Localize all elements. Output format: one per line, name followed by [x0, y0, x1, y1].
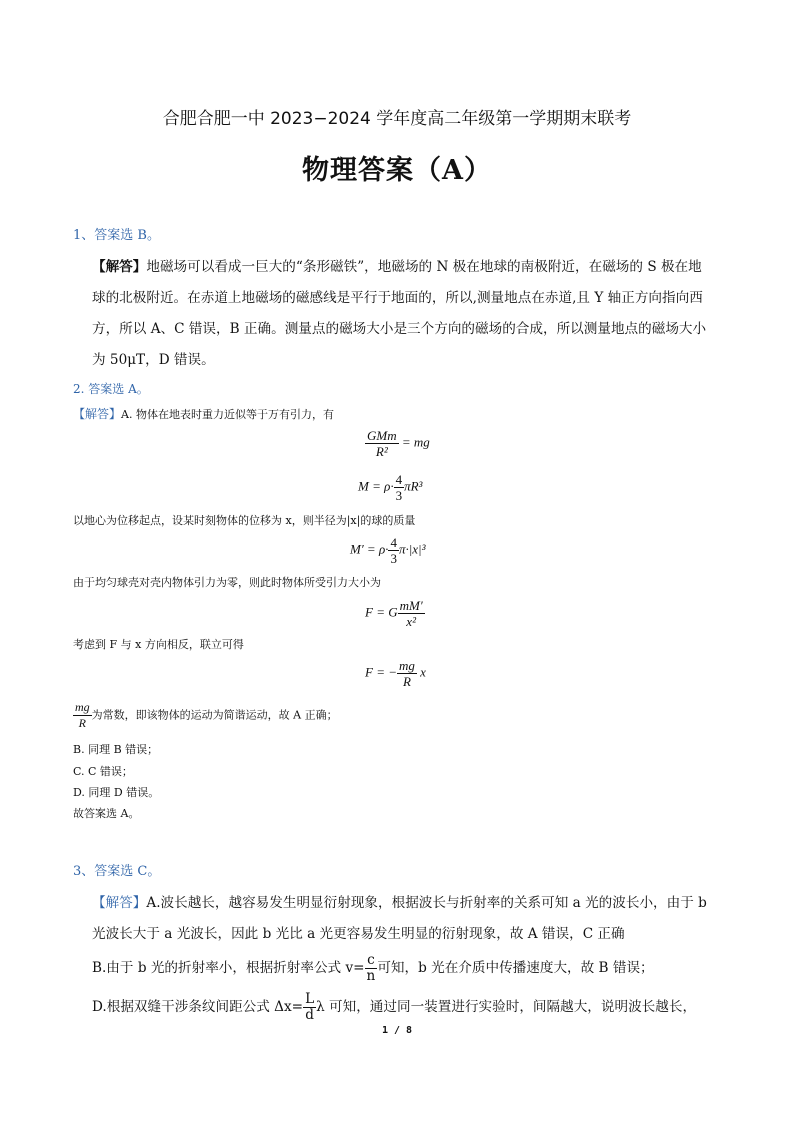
q3-answer-heading: 3、答案选 C。 [73, 864, 161, 879]
eq5-denominator: R [402, 674, 411, 689]
page-number: 1 / 8 [381, 1025, 413, 1036]
q2-line-e: B. 同理 B 错误； [73, 743, 159, 756]
eq1-rhs: = mg [401, 434, 430, 450]
q2-line-g: D. 同理 D 错误。 [73, 786, 160, 799]
q2-line-d [73, 700, 338, 731]
q2-intro [73, 405, 334, 422]
q2-answer-heading: 2. 答案选 A。 [73, 382, 149, 396]
eq3-denominator: 3 [390, 551, 397, 566]
equation-gravity-mg [365, 428, 430, 459]
const-numerator: mg [75, 700, 90, 714]
eq2-rhs: πR³ [404, 478, 423, 494]
q2-line-c: 考虑到 F 与 x 方向相反，联立可得 [73, 638, 244, 651]
refraction-denominator: n [366, 968, 376, 984]
eq5-rhs: x [420, 664, 426, 680]
document-subtitle: 物理答案（A） [302, 155, 492, 186]
q1-line-4: 为 50μT，D 错误。 [92, 352, 215, 368]
equation-earth-mass [358, 472, 422, 503]
q1-line-3: 方，所以 A、C 错误，B 正确。测量点的磁场大小是三个方向的磁场的合成，所以测量地点的磁场大小 [92, 321, 707, 337]
eq4-denominator: x² [406, 614, 416, 629]
q2-line-a: 以地心为位移起点，设某时刻物体的位移为 x，则半径为|x|的球的质量 [73, 514, 416, 527]
eq3-rhs: π·|x|³ [398, 541, 426, 557]
equation-inner-mass [350, 535, 426, 566]
q2-line-h: 故答案选 A。 [73, 807, 140, 820]
q3-line-3-pre: B.由于 b 光的折射率小，根据折射率公式 v= [92, 960, 365, 976]
const-denominator: R [78, 716, 86, 730]
q2-intro-text: A. 物体在地表时重力近似等于万有引力，有 [121, 408, 334, 421]
q1-line-1-text: 地磁场可以看成一巨大的“条形磁铁”，地磁场的 N 极在地球的南极附近，在磁场的 S 极在地 [146, 259, 702, 275]
q2-line-f: C. C 错误； [73, 765, 133, 778]
fringe-numerator: L [305, 991, 315, 1007]
eq1-numerator: GMm [367, 428, 397, 443]
eq5-numerator: mg [399, 658, 415, 673]
eq2-lhs: M = ρ· [358, 478, 394, 494]
q3-line-1-text: A.波长越长，越容易发生明显衍射现象，根据波长与折射率的关系可知 a 光的波长小，由于 b [146, 895, 707, 911]
q2-line-d-text: 为常数，即该物体的运动为简谐运动，故 A 正确； [91, 708, 338, 722]
refraction-numerator: c [365, 953, 378, 969]
q3-line-1 [92, 891, 707, 911]
eq4-numerator: mM′ [399, 598, 423, 613]
equation-inner-force [365, 598, 425, 629]
eq4-lhs: F = G [365, 604, 398, 620]
q2-solution-tag: 【解答】 [73, 407, 122, 421]
eq3-numerator: 4 [390, 535, 397, 550]
q3-line-4 [92, 992, 696, 1023]
q3-solution-tag: 【解答】 [92, 895, 147, 911]
q3-line-2: 光波长大于 a 光波长，因此 b 光比 a 光更容易发生明显的衍射现象，故 A 错误，C 正确 [92, 926, 625, 942]
q3-line-3-post: 可知，b 光在介质中传播速度大，故 B 错误； [377, 960, 654, 976]
q3-line-4-pre: D.根据双缝干涉条纹间距公式 Δx= [92, 999, 304, 1015]
eq3-lhs: M′ = ρ· [350, 541, 389, 557]
q1-line-2: 球的北极附近。在赤道上地磁场的磁感线是平行于地面的，所以,测量地点在赤道,且 Y 轴正方向指向西 [92, 290, 703, 306]
eq1-denominator: R² [375, 444, 388, 459]
q1-solution-tag: 【解答】 [92, 259, 147, 275]
eq2-numerator: 4 [395, 472, 403, 487]
q3-line-3 [92, 953, 654, 984]
document-title: 合肥合肥一中 2023−2024 学年度高二年级第一学期期末联考 [162, 109, 632, 129]
equation-restoring-force [365, 658, 426, 689]
q3-line-4-post: λ 可知，通过同一装置进行实验时，间隔越大，说明波长越长， [316, 999, 697, 1015]
eq5-lhs: F = − [365, 664, 397, 680]
q2-line-b: 由于均匀球壳对壳内物体引力为零，则此时物体所受引力大小为 [73, 576, 381, 589]
q1-answer-heading: 1、答案选 B。 [73, 228, 160, 243]
q1-line-1 [92, 255, 702, 275]
fringe-denominator: d [305, 1007, 314, 1023]
eq2-denominator: 3 [395, 488, 403, 503]
